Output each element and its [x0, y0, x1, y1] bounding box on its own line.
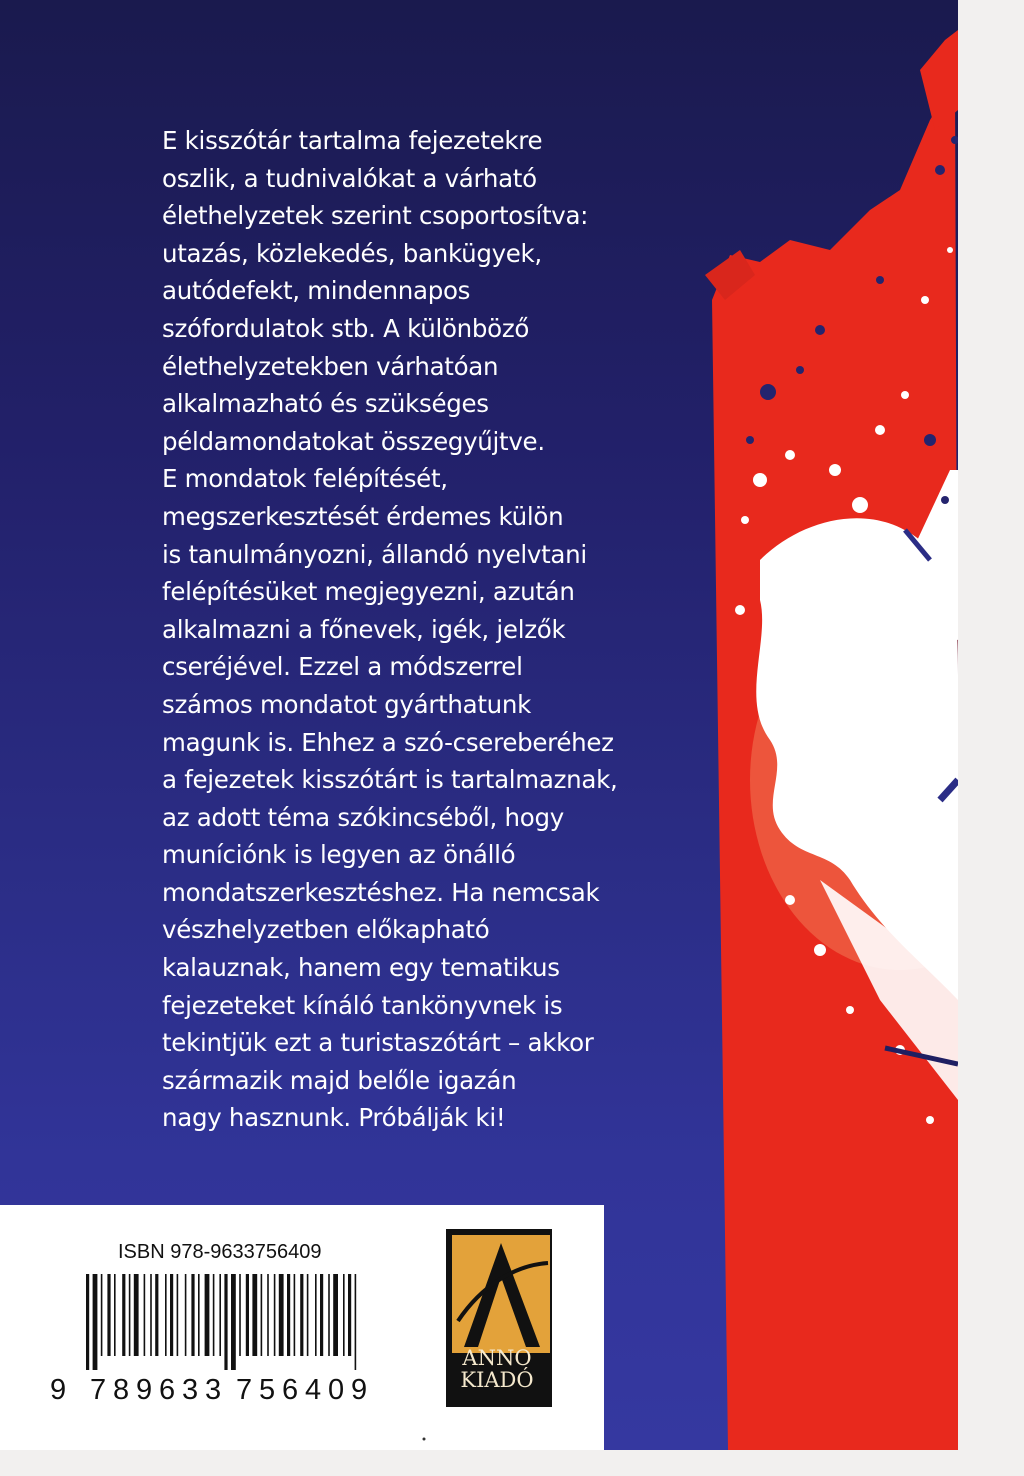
blurb-line: utazás, közlekedés, bankügyek, [162, 238, 542, 268]
blurb-line: az adott téma szókincséből, hogy [162, 802, 564, 832]
blurb-line: számos mondatot gyárthatunk [162, 689, 532, 719]
blurb-line: magunk is. Ehhez a szó-csereberéhez [162, 727, 614, 757]
blurb-line: a fejezetek kisszótárt is tartalmaznak, [162, 765, 618, 795]
blurb-line: cseréjével. Ezzel a módszerrel [162, 652, 523, 682]
blurb-line: alkalmazható és szükséges [162, 389, 489, 419]
paper-speck [420, 1435, 428, 1443]
blurb-line: alkalmazni a főnevek, igék, jelzők [162, 614, 566, 644]
barcode-digit: 5 [259, 1374, 276, 1406]
barcode-digit: 9 [136, 1374, 153, 1406]
blurb-line: is tanulmányozni, állandó nyelvtani [162, 539, 587, 569]
blurb-line: mondatszerkesztéshez. Ha nemcsak [162, 877, 600, 907]
blurb-line: nagy hasznunk. Próbálják ki! [162, 1103, 506, 1133]
barcode-digit: 7 [90, 1374, 107, 1406]
blurb-line: muníciónk is legyen az önálló [162, 840, 516, 870]
barcode-digit: 7 [236, 1374, 253, 1406]
blurb-line: származik majd belőle igazán [162, 1065, 517, 1095]
blurb-line: oszlik, a tudnivalókat a várható [162, 163, 537, 193]
blurb-line: élethelyzetek szerint csoportosítva: [162, 201, 589, 231]
barcode-digit: 8 [113, 1374, 130, 1406]
blurb-text [162, 122, 722, 1137]
barcode-icon [84, 1274, 388, 1370]
blurb-line: szófordulatok stb. A különböző [162, 313, 530, 343]
barcode-digit: 3 [182, 1374, 199, 1406]
blurb-line: E kisszótár tartalma fejezetekre [162, 126, 543, 155]
barcode-digit: 9 [351, 1374, 368, 1406]
blurb-line: kalauznak, hanem egy tematikus [162, 953, 560, 983]
anno-a-monogram-icon [452, 1235, 550, 1353]
blurb-line: példamondatokat összegyűjtve. [162, 426, 545, 456]
blurb-line: E mondatok felépítését, [162, 464, 448, 494]
blurb-line: autódefekt, mindennapos [162, 276, 471, 306]
blurb-line: tekintjük ezt a turistaszótárt – akkor [162, 1028, 594, 1058]
barcode-digit: 9 [50, 1374, 67, 1406]
isbn-label: ISBN 978-9633756409 [118, 1241, 322, 1263]
barcode-digit: 6 [282, 1374, 299, 1406]
barcode-digit: 6 [159, 1374, 176, 1406]
blurb-line: vészhelyzetben előkapható [162, 915, 490, 945]
barcode-digit: 4 [305, 1374, 322, 1406]
barcode-digits [50, 1373, 380, 1407]
barcode-digit: 3 [205, 1374, 222, 1406]
publisher-name-line1: ANNO [462, 1346, 532, 1370]
blurb-line: fejezeteket kínáló tankönyvnek is [162, 990, 563, 1020]
blurb-line: megszerkesztését érdemes külön [162, 501, 564, 531]
barcode-digit: 0 [328, 1374, 345, 1406]
blurb-line: élethelyzetekben várhatóan [162, 351, 499, 381]
blurb-line: felépítésüket megjegyezni, azután [162, 577, 575, 607]
publisher-name-line2: KIADÓ [460, 1368, 534, 1392]
